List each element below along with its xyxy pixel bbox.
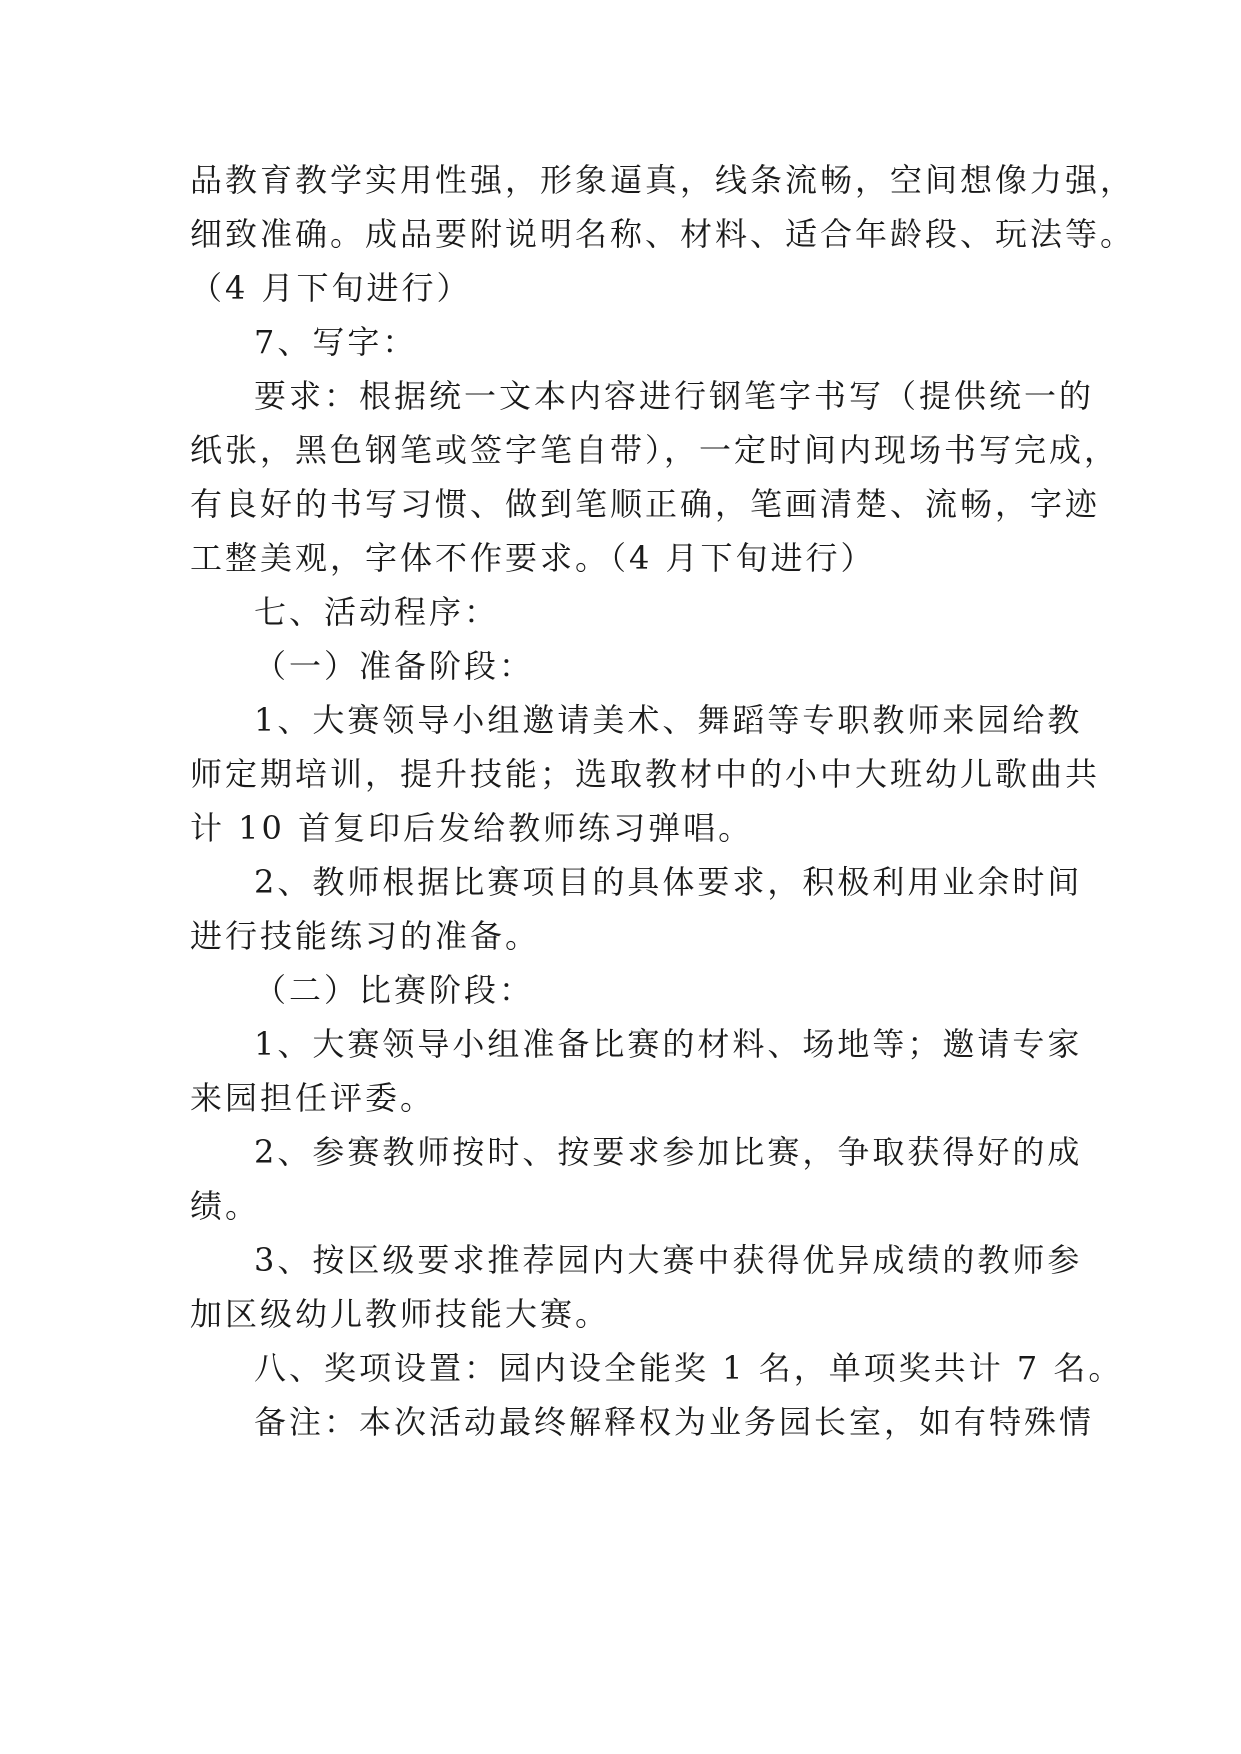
text-line: （4 月下旬进行） [190,269,472,307]
text-line: 计 10 首复印后发给教师练习弹唱。 [190,809,754,847]
text-line: 纸张，黑色钢笔或签字笔自带），一定时间内现场书写完成， [190,431,1120,469]
section-heading: 八、奖项设置：园内设全能奖 1 名，单项奖共计 7 名。 [254,1349,1124,1387]
subsection-heading: （二）比赛阶段： [254,971,535,1009]
subsection-heading: （一）准备阶段： [254,647,535,685]
text-line: 2、参赛教师按时、按要求参加比赛，争取获得好的成 [254,1133,1083,1171]
text-line: 有良好的书写习惯、做到笔顺正确，笔画清楚、流畅，字迹 [190,485,1101,523]
text-line: 1、大赛领导小组邀请美术、舞蹈等专职教师来园给教 [254,701,1083,739]
text-line: 进行技能练习的准备。 [190,917,541,955]
text-line: 备注：本次活动最终解释权为业务园长室，如有特殊情 [254,1403,1095,1441]
text-line: 2、教师根据比赛项目的具体要求，积极利用业余时间 [254,863,1083,901]
text-line: 7、写字： [254,323,418,361]
text-line: 来园担任评委。 [190,1079,436,1117]
text-line: 品教育教学实用性强，形象逼真，线条流畅，空间想像力强， [190,161,1136,199]
text-line: 要求：根据统一文本内容进行钢笔字书写（提供统一的 [254,377,1095,415]
section-heading: 七、活动程序： [254,593,500,631]
text-line: 加区级幼儿教师技能大赛。 [190,1295,611,1333]
text-line: 师定期培训，提升技能；选取教材中的小中大班幼儿歌曲共 [190,755,1101,793]
text-line: 1、大赛领导小组准备比赛的材料、场地等；邀请专家 [254,1025,1083,1063]
text-line: 工整美观，字体不作要求。（4 月下旬进行） [190,539,876,577]
text-line: 绩。 [190,1187,261,1225]
text-line: 细致准确。成品要附说明名称、材料、适合年龄段、玩法等。 [190,215,1136,253]
text-line: 3、按区级要求推荐园内大赛中获得优异成绩的教师参 [254,1241,1083,1279]
